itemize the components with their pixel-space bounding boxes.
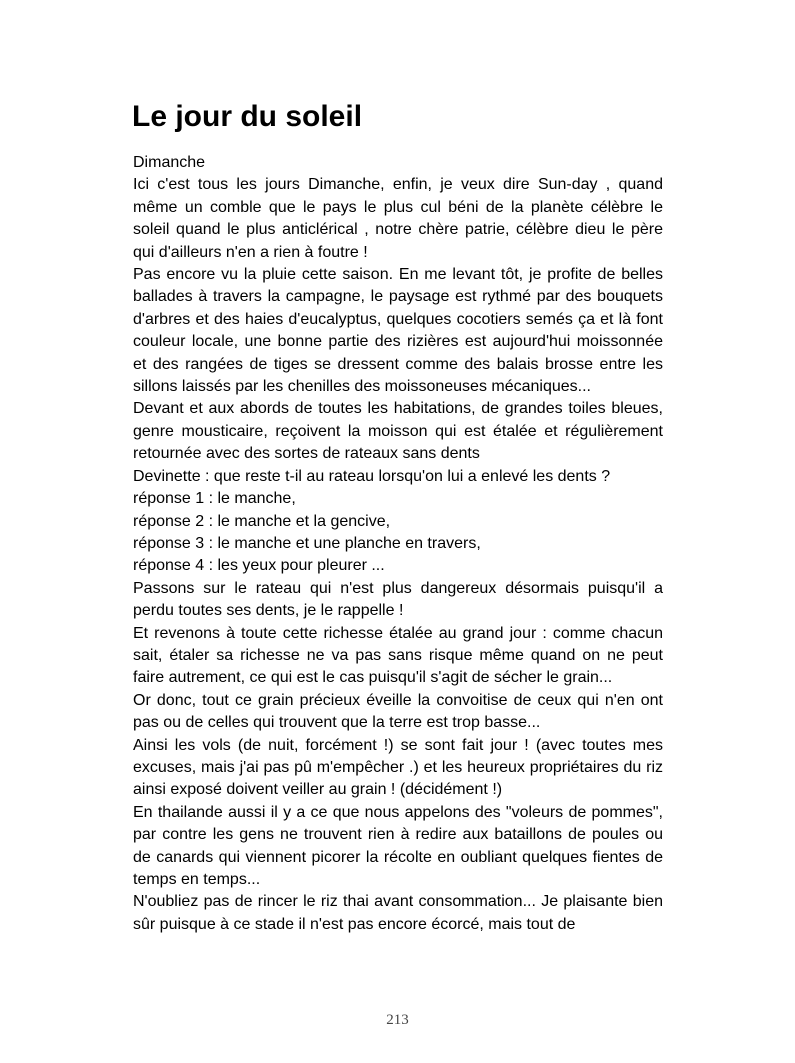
body-text [133, 152, 663, 936]
paragraph: N'oubliez pas de rincer le riz thai avant consommation... Je plaisante bien sûr puisque à ce stade il n'est pas encore écorcé, mais tout de [133, 893, 663, 933]
paragraph: En thailande aussi il y a ce que nous appelons des "voleurs de pommes", par contre les gens ne trouvent rien à redire aux bataillons de poules ou de canards qui viennent picorer la récolte en oubliant quelques fientes de temps en temps... [133, 803, 663, 888]
paragraph: réponse 1 : le manche, [133, 490, 296, 508]
page-title: Le jour du soleil [132, 100, 363, 133]
paragraph: réponse 3 : le manche et une planche en travers, [133, 534, 481, 552]
paragraph: Ainsi les vols (de nuit, forcément !) se sont fait jour ! (avec toutes mes excuses, mais j'ai pas pû m'empêcher .) et les heureux propriétaires du riz ainsi exposé doivent veiller au grain ! (décidément !) [133, 736, 663, 799]
paragraph: Passons sur le rateau qui n'est plus dangereux désormais puisqu'il a perdu toutes ses dents, je le rappelle ! [133, 579, 663, 620]
page-number: 213 [386, 1012, 409, 1028]
paragraph: réponse 4 : les yeux pour pleurer ... [133, 557, 385, 575]
paragraph: Devinette : que reste t-il au rateau lorsqu'on lui a enlevé les dents ? [133, 467, 611, 485]
paragraph: Or donc, tout ce grain précieux éveille la convoitise de ceux qui n'en ont pas ou de celles qui trouvent que la terre est trop basse... [133, 691, 663, 732]
paragraph: Devant et aux abords de toutes les habitations, de grandes toiles bleues, genre mousticaire, reçoivent la moisson qui est étalée et régulièrement retournée avec des sortes de rateaux sans dents [133, 400, 663, 463]
paragraph: réponse 2 : le manche et la gencive, [133, 512, 391, 530]
paragraph: Pas encore vu la pluie cette saison. En me levant tôt, je profite de belles ballades à travers la campagne, le paysage est rythmé par des bouquets d'arbres et des haies d'eucalyptus, quelques cocotiers semés ça et là font couleur locale, une bonne partie des rizières est aujourd'hui moissonnée et des rangées de tiges se dressent comme des balais brosse entre les sillons laissés par les chenilles des moissoneuses mécaniques... [133, 266, 663, 396]
paragraph: Dimanche [133, 154, 206, 171]
paragraph: Ici c'est tous les jours Dimanche, enfin, je veux dire Sun-day , quand même un comble que le pays le plus cul béni de la planète célèbre le soleil quand le plus anticlérical , notre chère patrie, célèbre dieu le père qui d'ailleurs n'en a rien à foutre ! [133, 176, 663, 261]
paragraph: Et revenons à toute cette richesse étalée au grand jour : comme chacun sait, étaler sa richesse ne va pas sans risque même quand on ne peut faire autrement, ce qui est le cas puisqu'il s'agit de sécher le grain... [133, 624, 663, 687]
